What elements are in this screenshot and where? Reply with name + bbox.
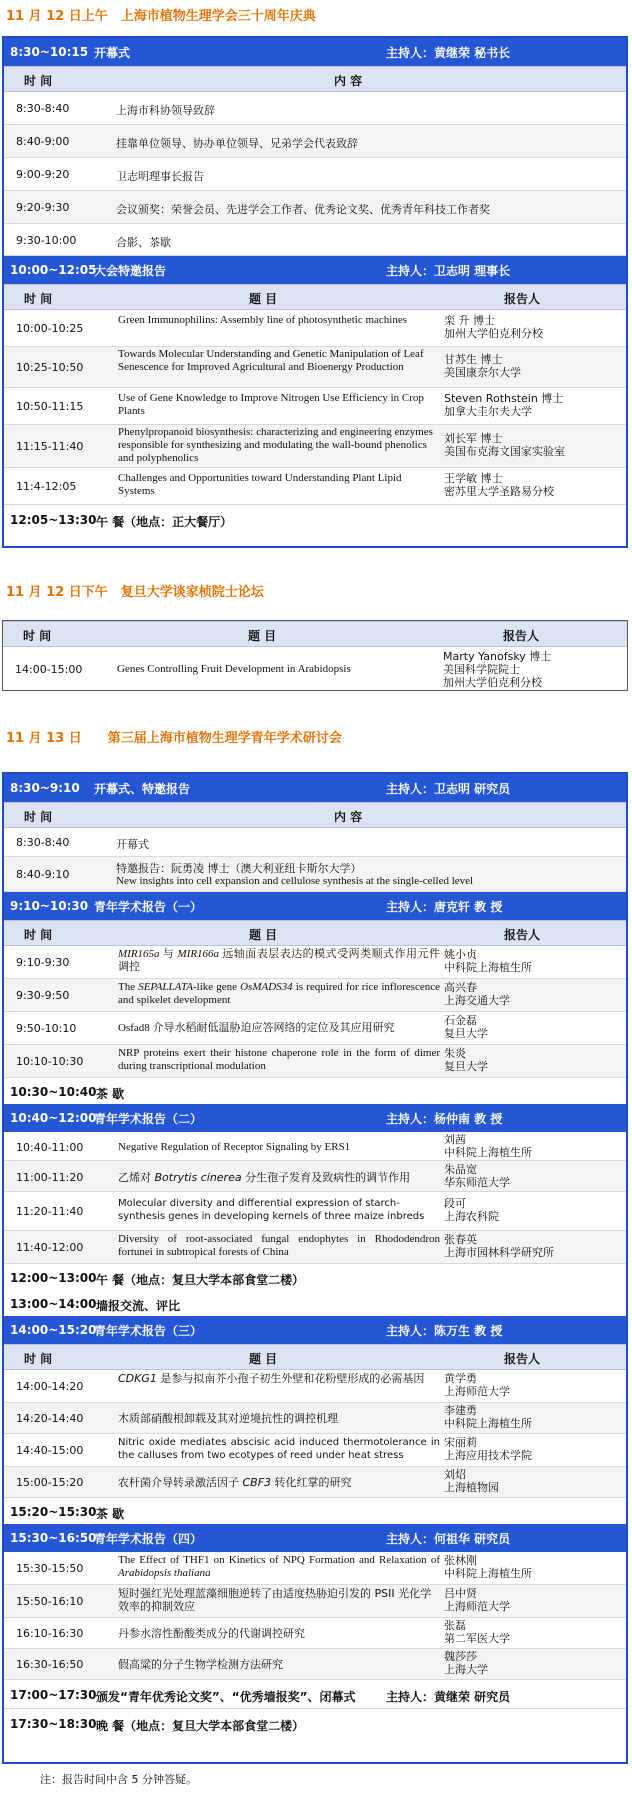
session-name: 开幕式、特邀报告 — [94, 781, 191, 796]
row-speaker — [444, 1650, 488, 1676]
row-topic: Phenylpropanoid biosynthesis: characterizing and engineering enzymes responsible for synthesizing and modulating the wall-bound phenolics and polyphenolics — [118, 426, 433, 464]
table-row — [4, 1618, 626, 1649]
session-time: 10:40~12:00 — [10, 1111, 97, 1125]
table-row — [4, 1649, 626, 1680]
row-time: 15:30-15:50 — [16, 1562, 84, 1575]
row-topic: Genes Controlling Fruit Development in Arabidopsis — [117, 663, 351, 675]
row-speaker — [444, 1468, 499, 1494]
row-content: 颁发“青年优秀论文奖”、“优秀墙报奖”、闭幕式 — [96, 1690, 356, 1704]
speaker-affiliation: 上海师范大学 — [444, 1600, 510, 1613]
row-topic: 木质部硝酸根卸载及其对逆境抗性的调控机理 — [118, 1412, 338, 1425]
speaker-affiliation: 复旦大学 — [444, 1027, 488, 1040]
row-time: 9:50-10:10 — [16, 1022, 77, 1035]
row-time: 11:4-12:05 — [16, 480, 77, 493]
row-time: 11:15-11:40 — [16, 440, 84, 453]
session-host: 主持人：何祖华 研究员 — [386, 1531, 511, 1546]
row-time: 11:20-11:40 — [16, 1205, 84, 1218]
table-header — [3, 621, 627, 647]
row-time: 15:20~15:30 — [10, 1505, 97, 1519]
speaker-name: 张磊 — [444, 1619, 466, 1632]
row-time: 17:00~17:30 — [10, 1688, 97, 1702]
speaker-name: 高兴春 — [444, 981, 477, 994]
row-content: 卫志明理事长报告 — [116, 170, 204, 183]
speaker-name: 栾 升 博士 — [444, 314, 495, 327]
header-topic: 题 目 — [248, 629, 277, 643]
speaker-affiliation: 加州大学伯克利分校 — [444, 327, 543, 340]
table-row — [4, 1552, 626, 1585]
table-row — [4, 1467, 626, 1498]
table-row — [4, 347, 626, 388]
session-host: 主持人：卫志明 理事长 — [386, 263, 511, 278]
row-speaker — [444, 1554, 532, 1580]
session-time: 14:00~15:20 — [10, 1323, 97, 1337]
table-header — [4, 802, 626, 828]
row-time: 9:00-9:20 — [16, 168, 70, 181]
row-time: 11:00-11:20 — [16, 1171, 84, 1184]
session-host: 主持人：卫志明 研究员 — [386, 781, 511, 796]
session-host: 主持人：黄继荣 秘书长 — [386, 45, 511, 60]
row-topic: 短时强红光处理蓝藻细胞逆转了由适度热胁迫引发的 PSII 光化学效率的抑制效应 — [118, 1587, 432, 1613]
row-time: 15:00-15:20 — [16, 1476, 84, 1489]
row-time: 9:30-10:00 — [16, 234, 77, 247]
row-speaker — [444, 1587, 510, 1613]
table-row — [4, 425, 626, 468]
row-speaker — [444, 314, 543, 340]
speaker-affiliation: 美国布克海文国家实验室 — [444, 445, 565, 458]
row-host: 主持人：黄继荣 研究员 — [386, 1690, 511, 1704]
row-speaker — [444, 1014, 488, 1040]
table-row — [4, 1045, 626, 1078]
row-topic: MIR165a 与 MIR166a 远轴面表层表达的模式受两类顺式作用元件调控 — [118, 948, 440, 973]
section-title: 11 月 13 日 第三届上海市植物生理学青年学术研讨会 — [6, 731, 342, 746]
session-time: 10:00~12:05 — [10, 263, 97, 277]
header-topic: 题 目 — [249, 292, 278, 306]
speaker-affiliation: 复旦大学 — [444, 1060, 488, 1073]
row-speaker — [444, 1133, 532, 1159]
session-name: 大会特邀报告 — [94, 263, 167, 278]
row-speaker — [444, 1197, 499, 1223]
session-bar — [4, 774, 626, 802]
session-bar — [4, 1524, 626, 1552]
speaker-name: 石金磊 — [444, 1014, 477, 1027]
speaker-title: 美国科学院院士 — [443, 663, 520, 676]
table-row — [4, 946, 626, 979]
header-time: 时 间 — [24, 928, 53, 942]
row-speaker — [444, 353, 521, 379]
speaker-name: 吕中贤 — [444, 1587, 477, 1600]
header-speaker: 报告人 — [504, 292, 541, 306]
row-speaker — [444, 1047, 488, 1073]
session-time: 8:30~10:15 — [10, 45, 89, 59]
speaker-affiliation: 上海农科院 — [444, 1210, 499, 1223]
speaker-name: 李建勇 — [444, 1404, 477, 1417]
row-topic: Osfad8 介导水稻耐低温胁迫应答网络的定位及其应用研究 — [118, 1022, 395, 1034]
row-time: 16:30-16:50 — [16, 1658, 84, 1671]
table-row — [4, 468, 626, 505]
row-time: 14:00-14:20 — [16, 1380, 84, 1393]
speaker-affiliation: 加州大学伯克利分校 — [443, 676, 542, 689]
row-time: 12:05~13:30 — [10, 513, 97, 527]
table-row — [4, 828, 626, 857]
break-row — [4, 1498, 626, 1524]
table-row — [4, 857, 626, 892]
row-topic: Negative Regulation of Receptor Signaling by ERS1 — [118, 1141, 351, 1153]
row-time: 10:10-10:30 — [16, 1055, 84, 1068]
speaker-name: 朱品宽 — [444, 1163, 477, 1176]
speaker-name: 朱炎 — [444, 1047, 466, 1060]
row-speaker — [444, 432, 565, 458]
row-topic: Diversity of root-associated fungal endophytes in Rhododendron fortunei in subtropical forests of China — [118, 1233, 440, 1258]
row-topic: Molecular diversity and differential expression of starch-synthesis genes in developing kernels of three maize inbreds — [118, 1198, 425, 1222]
row-speaker — [444, 981, 510, 1007]
speaker-name: 王学敏 博士 — [444, 472, 503, 485]
closing-row — [4, 1680, 626, 1709]
row-time: 8:40-9:00 — [16, 135, 70, 148]
row-content: 茶 歇 — [96, 1087, 125, 1101]
meal-row — [4, 1709, 626, 1737]
table-header — [4, 284, 626, 310]
row-time: 8:40-9:10 — [16, 868, 70, 881]
session-name: 青年学术报告（四） — [94, 1531, 203, 1546]
row-time: 10:30~10:40 — [10, 1085, 97, 1099]
row-content: 特邀报告：阮勇凌 博士（澳大利亚纽卡斯尔大学） — [116, 862, 362, 875]
header-content: 内 容 — [334, 74, 363, 88]
row-speaker — [444, 948, 532, 974]
header-content: 内 容 — [334, 810, 363, 824]
table-row — [4, 1161, 626, 1192]
session-time: 8:30~9:10 — [10, 781, 80, 795]
row-time: 9:10-9:30 — [16, 956, 70, 969]
header-time: 时 间 — [24, 1352, 53, 1366]
speaker-name: Marty Yanofsky 博士 — [443, 650, 552, 663]
row-speaker — [444, 1163, 510, 1189]
row-topic: NRP proteins exert their histone chaperone role in the form of dimer during transcriptional modulation — [118, 1047, 440, 1072]
row-topic: 假高粱的分子生物学检测方法研究 — [118, 1658, 283, 1671]
schedule-block — [2, 620, 628, 691]
header-speaker: 报告人 — [504, 1352, 541, 1366]
speaker-name: 甘苏生 博士 — [444, 353, 503, 366]
header-time: 时 间 — [23, 629, 52, 643]
row-topic: 乙烯对 Botrytis cinerea 分生孢子发育及致病性的调节作用 — [118, 1171, 411, 1184]
row-topic: The SEPALLATA-like gene OsMADS34 is required for rice inflorescence and spikelet development — [118, 981, 440, 1006]
row-speaker — [444, 1436, 532, 1462]
row-speaker — [444, 1233, 554, 1259]
speaker-affiliation: 华东师范大学 — [444, 1176, 510, 1189]
row-time: 8:30-8:40 — [16, 836, 70, 849]
header-speaker: 报告人 — [503, 629, 540, 643]
row-speaker — [443, 650, 551, 689]
row-time: 13:00~14:00 — [10, 1297, 97, 1311]
speaker-affiliation: 中科院上海植生所 — [444, 1567, 532, 1580]
row-content: 挂靠单位领导、协办单位领导、兄弟学会代表致辞 — [116, 137, 358, 150]
row-speaker — [444, 1372, 510, 1398]
session-name: 青年学术报告（三） — [94, 1323, 203, 1338]
row-time: 16:10-16:30 — [16, 1627, 84, 1640]
schedule-block — [2, 36, 628, 548]
session-bar — [4, 38, 626, 66]
meal-row — [4, 1264, 626, 1290]
row-topic: Green Immunophilins: Assembly line of photosynthetic machines — [118, 314, 408, 326]
table-row — [4, 1192, 626, 1231]
row-speaker — [444, 1619, 510, 1645]
speaker-name: 刘长军 博士 — [444, 432, 503, 445]
header-time: 时 间 — [24, 292, 53, 306]
session-bar — [4, 256, 626, 284]
speaker-name: 张春英 — [444, 1233, 477, 1246]
meal-row — [4, 505, 626, 533]
row-content: 午 餐（地点：正大餐厅） — [96, 515, 233, 529]
row-topic: CDKG1 是参与拟南芥小孢子初生外壁和花粉壁形成的必需基因 — [118, 1372, 425, 1385]
row-time: 10:40-11:00 — [16, 1141, 84, 1154]
speaker-name: 刘茜 — [444, 1133, 466, 1146]
session-time: 9:10~10:30 — [10, 899, 89, 913]
speaker-name: 黄学勇 — [444, 1372, 477, 1385]
session-bar — [4, 892, 626, 920]
header-time: 时 间 — [24, 74, 53, 88]
speaker-affiliation: 密苏里大学圣路易分校 — [444, 485, 554, 498]
speaker-affiliation: 上海交通大学 — [444, 994, 510, 1007]
speaker-affiliation: 上海应用技术学院 — [444, 1449, 532, 1462]
row-content-detail: New insights into cell expansion and cellulose synthesis at the single-celled level — [116, 875, 474, 887]
row-speaker — [444, 392, 563, 418]
table-header — [4, 1344, 626, 1370]
row-content: 会议颁奖：荣誉会员、先进学会工作者、优秀论文奖、优秀青年科技工作者奖 — [116, 203, 490, 216]
row-speaker — [444, 1404, 532, 1430]
schedule-block — [2, 772, 628, 1764]
speaker-name: 魏莎莎 — [444, 1650, 477, 1663]
speaker-affiliation: 美国康奈尔大学 — [444, 366, 521, 379]
section-title: 11 月 12 日下午 复旦大学谈家桢院士论坛 — [6, 585, 264, 600]
row-topic: 农杆菌介导转录激活因子 CBF3 转化红掌的研究 — [118, 1476, 352, 1489]
table-row — [4, 92, 626, 125]
row-time: 10:50-11:15 — [16, 400, 84, 413]
poster-row — [4, 1290, 626, 1316]
header-topic: 题 目 — [249, 1352, 278, 1366]
speaker-name: 张林刚 — [444, 1554, 477, 1567]
section-title: 11 月 12 日上午 上海市植物生理学会三十周年庆典 — [6, 9, 316, 24]
table-row — [4, 979, 626, 1012]
row-time: 10:00-10:25 — [16, 322, 84, 335]
row-time: 14:00-15:00 — [15, 663, 83, 676]
speaker-affiliation: 第二军医大学 — [444, 1632, 510, 1645]
session-bar — [4, 1104, 626, 1132]
row-time: 17:30~18:30 — [10, 1717, 97, 1731]
table-header — [4, 920, 626, 946]
speaker-affiliation: 上海大学 — [444, 1663, 488, 1676]
speaker-name: 段可 — [444, 1197, 466, 1210]
row-content: 晚 餐（地点：复旦大学本部食堂二楼） — [96, 1719, 305, 1733]
speaker-name: 宋丽莉 — [444, 1436, 477, 1449]
table-row — [4, 310, 626, 347]
row-content: 开幕式 — [116, 838, 149, 851]
row-time: 14:40-15:00 — [16, 1444, 84, 1457]
row-topic: Challenges and Opportunities toward Understanding Plant Lipid Systems — [118, 472, 402, 497]
speaker-affiliation: 中科院上海植生所 — [444, 1417, 532, 1430]
row-content: 合影、茶歇 — [116, 236, 171, 249]
row-time: 11:40-12:00 — [16, 1241, 84, 1254]
session-host: 主持人：杨仲南 教 授 — [386, 1111, 503, 1126]
speaker-affiliation: 中科院上海植生所 — [444, 961, 532, 974]
speaker-affiliation: 中科院上海植生所 — [444, 1146, 532, 1159]
row-time: 9:20-9:30 — [16, 201, 70, 214]
table-row — [4, 224, 626, 256]
session-name: 青年学术报告（一） — [94, 899, 203, 914]
row-content: 墙报交流、评比 — [96, 1299, 181, 1313]
row-content: 午 餐（地点：复旦大学本部食堂二楼） — [96, 1273, 305, 1287]
speaker-name: Steven Rothstein 博士 — [444, 392, 564, 405]
session-host: 主持人：唐克轩 教 授 — [386, 899, 503, 914]
table-row — [4, 158, 626, 191]
speaker-name: 刘炤 — [444, 1468, 466, 1481]
row-topic: 丹参水溶性酚酸类成分的代谢调控研究 — [118, 1627, 305, 1640]
row-time: 8:30-8:40 — [16, 102, 70, 115]
table-row — [4, 191, 626, 224]
session-name: 开幕式 — [94, 45, 131, 60]
table-row — [4, 125, 626, 158]
table-row — [4, 1434, 626, 1467]
row-speaker — [444, 472, 554, 498]
row-time: 15:50-16:10 — [16, 1595, 84, 1608]
session-time: 15:30~16:50 — [10, 1531, 97, 1545]
table-row — [4, 1585, 626, 1618]
session-host: 主持人：陈万生 教 授 — [386, 1323, 503, 1338]
row-time: 10:25-10:50 — [16, 361, 84, 374]
row-topic: Use of Gene Knowledge to Improve Nitrogen Use Efficiency in Crop Plants — [118, 392, 424, 417]
table-row — [4, 1132, 626, 1161]
table-row — [4, 1231, 626, 1264]
row-time: 9:30-9:50 — [16, 989, 70, 1002]
table-row — [4, 1403, 626, 1434]
speaker-affiliation: 加拿大圭尔夫大学 — [444, 405, 532, 418]
table-header — [4, 66, 626, 92]
row-time: 14:20-14:40 — [16, 1412, 84, 1425]
row-topic: Nitric oxide mediates abscisic acid induced thermotolerance in the calluses from two ecotypes of reed under heat stress — [118, 1437, 440, 1461]
table-row — [4, 1012, 626, 1045]
row-content: 茶 歇 — [96, 1507, 125, 1521]
row-time: 12:00~13:00 — [10, 1271, 97, 1285]
row-topic: Towards Molecular Understanding and Genetic Manipulation of Leaf Senescence for Improved Agricultural and Bioenergy Production — [118, 348, 424, 373]
table-row — [4, 1370, 626, 1403]
session-name: 青年学术报告（二） — [94, 1111, 203, 1126]
speaker-affiliation: 上海植物园 — [444, 1481, 499, 1494]
header-speaker: 报告人 — [504, 928, 541, 942]
table-row — [3, 647, 627, 692]
header-time: 时 间 — [24, 810, 53, 824]
header-topic: 题 目 — [249, 928, 278, 942]
row-topic: The Effect of THF1 on Kinetics of NPQ Formation and Relaxation of Arabidopsis thaliana — [118, 1554, 440, 1579]
speaker-name: 姚小贞 — [444, 948, 477, 961]
break-row — [4, 1078, 626, 1104]
footnote: 注：报告时间中含 5 分钟答疑。 — [40, 1773, 197, 1786]
speaker-affiliation: 上海师范大学 — [444, 1385, 510, 1398]
speaker-affiliation: 上海市园林科学研究所 — [444, 1246, 554, 1259]
row-content: 上海市科协领导致辞 — [116, 104, 215, 117]
table-row — [4, 388, 626, 425]
session-bar — [4, 1316, 626, 1344]
